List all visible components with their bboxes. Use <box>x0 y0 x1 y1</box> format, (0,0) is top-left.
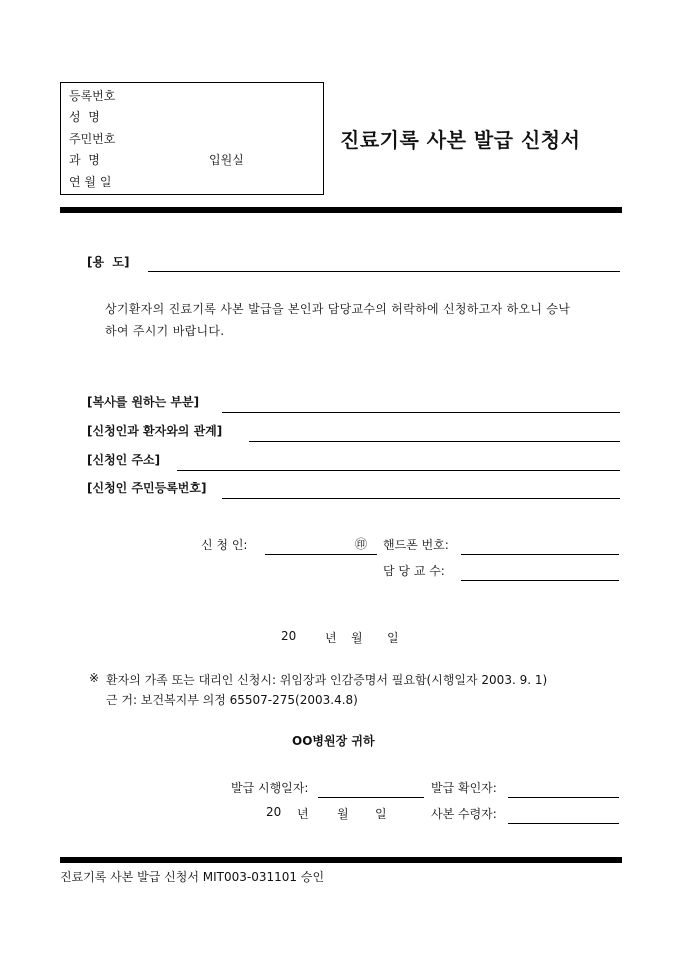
date-year-prefix: 20 <box>281 629 297 643</box>
resident-no-label: 주민번호 <box>69 132 116 146</box>
name-label: 성 명 <box>69 110 100 124</box>
department-label: 과 명 <box>69 153 100 167</box>
receiver-label: 사본 수령자: <box>431 807 497 821</box>
date-month: 월 <box>351 631 363 645</box>
address-input-line[interactable] <box>177 470 620 471</box>
receiver-input-line[interactable] <box>508 823 619 824</box>
issue-month: 월 <box>337 807 349 821</box>
confirm-input-line[interactable] <box>508 797 619 798</box>
date-day: 일 <box>387 631 399 645</box>
seal-mark: ㊞ <box>355 537 368 551</box>
purpose-input-line[interactable] <box>148 271 620 272</box>
purpose-label: [용 도] <box>87 255 130 269</box>
form-title: 진료기록 사본 발급 신청서 <box>340 128 581 152</box>
statement-line-1: 상기환자의 진료기록 사본 발급을 본인과 담당교수의 허락하에 신청하고자 하오니 승낙 <box>105 302 571 316</box>
issue-year-prefix: 20 <box>266 805 282 819</box>
note-line-2: 근 거: 보건복지부 의정 65507-275(2003.4.8) <box>106 693 358 707</box>
copy-part-input-line[interactable] <box>222 412 620 413</box>
issue-date-label: 발급 시행일자: <box>231 781 309 795</box>
confirm-label: 발급 확인자: <box>431 781 497 795</box>
issue-day: 일 <box>375 807 387 821</box>
form-code: 진료기록 사본 발급 신청서 MIT003-031101 승인 <box>60 870 325 884</box>
address-label: [신청인 주소] <box>87 453 161 467</box>
inpatient-room-label: 입원실 <box>209 153 244 167</box>
issue-year: 년 <box>297 807 309 821</box>
applicant-label: 신 청 인: <box>201 538 248 552</box>
professor-label: 담 당 교 수: <box>383 564 445 578</box>
header-divider <box>60 207 622 213</box>
issue-date-input-line[interactable] <box>318 797 424 798</box>
professor-input-line[interactable] <box>461 580 619 581</box>
patient-info-box <box>60 82 324 195</box>
footer-divider <box>60 857 622 863</box>
statement-line-2: 하여 주시기 바랍니다. <box>105 324 225 338</box>
resident-no-input-line[interactable] <box>222 498 620 499</box>
addressee: OO병원장 귀하 <box>292 734 375 748</box>
reg-no-label: 등록번호 <box>69 89 116 103</box>
phone-input-line[interactable] <box>461 554 619 555</box>
date-label: 연 월 일 <box>69 175 112 189</box>
note-mark: ※ <box>89 671 100 685</box>
phone-label: 핸드폰 번호: <box>383 538 449 552</box>
copy-part-label: [복사를 원하는 부분] <box>87 395 200 409</box>
relation-input-line[interactable] <box>249 441 620 442</box>
date-year: 년 <box>325 631 337 645</box>
applicant-input-line[interactable] <box>265 554 377 555</box>
relation-label: [신청인과 환자와의 관계] <box>87 424 223 438</box>
resident-no-field-label: [신청인 주민등록번호] <box>87 481 207 495</box>
note-line-1: 환자의 가족 또는 대리인 신청시: 위임장과 인감증명서 필요함(시행일자 2003. 9. 1) <box>106 673 548 687</box>
